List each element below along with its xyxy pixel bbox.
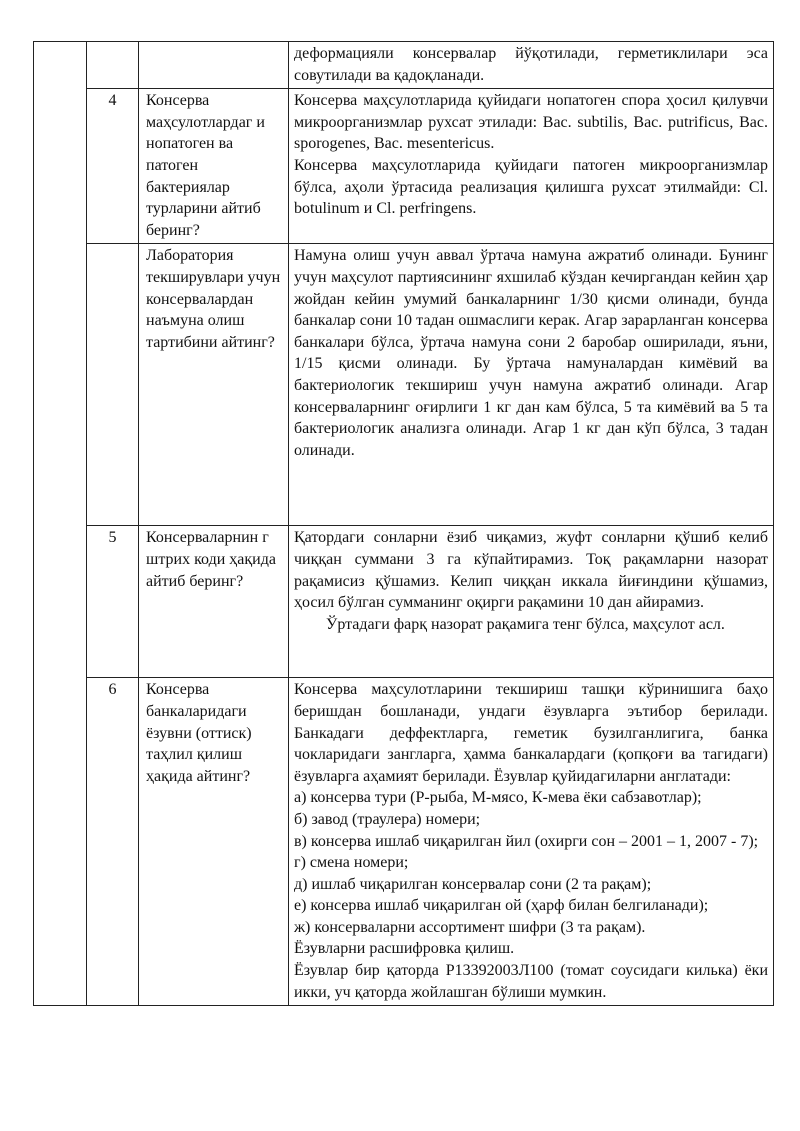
answer-paragraph: Ўртадаги фарқ назорат рақамига тенг бўлса, маҳсулот асл. <box>326 615 725 633</box>
answer-paragraph: Қатордаги сонларни ёзиб чиқамиз, жуфт сонларни қўшиб келиб чиққан суммани 3 га кўпайтирамиз. Тоқ рақамларни назорат рақамисиз қўшамиз. Келип чиққан иккала йиғиндини қўшамиз, ҳосил бўлган сумманинг оқирги рақамини 10 дан айирамиз. <box>294 529 768 612</box>
answer-paragraph: Ёзувлар бир қаторда Р13392003Л100 (томат соусидаги килька) ёки икки, уч қаторда жойлашган бўлиши мумкин. <box>294 962 768 1001</box>
row-number <box>87 42 139 89</box>
answer-cell <box>289 244 774 526</box>
table-row <box>34 42 774 89</box>
question-cell: Консерваларнин г штрих коди ҳақида айтиб беринг? <box>139 526 289 678</box>
answer-cell <box>289 42 774 89</box>
row-number: 5 <box>87 526 139 678</box>
row-number <box>87 244 139 526</box>
answer-paragraph: Консерва маҳсулотларида қуйидаги нопатоген спора ҳосил қилувчи микроорганизмлар рухсат этилади: Bac. subtilis, Bac. putrificus, Bac. sporogenes, Bac. mesentericus. <box>294 92 768 153</box>
question-cell: Консерва маҳсулотлардаг и нопатоген ва патоген бактериялар турларини айтиб беринг? <box>139 89 289 244</box>
answer-paragraph: Консерва маҳсулотларини текшириш ташқи кўринишига баҳо беришдан бошланади, ундаги ёзувларга эътибор берилади. Банкадаги деффектларга, геметик бузилганлигига, банка чокларидаги зангларга, ҳамма банкалардаги (қопқоғи ва тагидаги) ёзувларга аҳамият берилади. Ёзувлар қуйидагиларни англатади: <box>294 681 768 785</box>
answer-cell <box>289 526 774 678</box>
answer-paragraph: а) консерва тури (Р-рыба, М-мясо, К-мева ёки сабзавотлар); <box>294 789 702 807</box>
answer-cell <box>289 678 774 1006</box>
answer-paragraph: д) ишлаб чиқарилган консервалар сони (2 та рақам); <box>294 875 652 893</box>
question-cell: Консерва банкаларидаги ёзувни (оттиск) таҳлил қилиш ҳақида айтинг? <box>139 678 289 1006</box>
answer-paragraph: б) завод (траулера) номери; <box>294 810 481 828</box>
answer-paragraph: Консерва маҳсулотларида қуйидаги патоген микроорганизмлар бўлса, аҳоли ўртасида реализация қилишга рухсат этилмайди: Cl. botulinum и Cl. perfringens. <box>294 156 768 218</box>
table-row <box>34 244 774 526</box>
question-cell: Лаборатория текширувлари учун консервалардан наъмуна олиш тартибини айтинг? <box>139 244 289 526</box>
answer-paragraph: в) консерва ишлаб чиқарилган йил (охирги сон – 2001 – 1, 2007 - 7); <box>294 832 759 850</box>
answer-paragraph: Ёзувларни расшифровка қилиш. <box>294 940 515 958</box>
answer-paragraph: е) консерва ишлаб чиқарилган ой (ҳарф билан белгиланади); <box>294 897 709 915</box>
row-number: 4 <box>87 89 139 244</box>
questions-table <box>33 41 774 1006</box>
answer-paragraph: ж) консерваларни ассортимент шифри (3 та рақам). <box>294 918 646 936</box>
answer-cell <box>289 89 774 244</box>
answer-paragraph: деформацияли консервалар йўқотилади, герметиклилари эса совутилади ва қадоқланади. <box>294 45 768 84</box>
answer-paragraph: г) смена номери; <box>294 854 409 872</box>
row-number: 6 <box>87 678 139 1006</box>
table-row <box>34 526 774 678</box>
answer-paragraph: Намуна олиш учун аввал ўртача намуна ажратиб олинади. Бунинг учун маҳсулот партиясининг яхшилаб кўздан кечиргандан кейин ҳар жойдан кейин умумий банкаларнинг 1/30 қисми олинади, бунда банкалар сони 10 тадан ошмаслиги керак. Агар зарарланган консерва банкалари бўлса, ўртача намуна сони 2 баробар оширилади, яъни, 1/15 қисми олинади. Бу ўртача намуналардан кимёвий ва бактериологик текшириш учун намуна ажратиб олинади. Агар консерваларнинг оғирлиги 1 кг дан кам бўлса, 5 та кимёвий ва 5 та бактериологик анализга олинади. Агар 1 кг дан кўп бўлса, 3 тадан олинади. <box>294 247 768 459</box>
table-row <box>34 89 774 244</box>
table-row <box>34 678 774 1006</box>
margin-cell <box>34 42 87 1006</box>
question-cell <box>139 42 289 89</box>
